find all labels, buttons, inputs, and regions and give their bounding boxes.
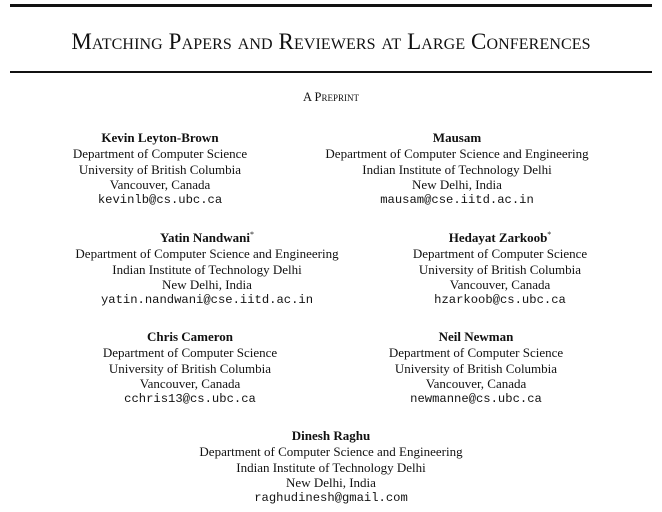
title-bottom-rule [10, 71, 652, 73]
author-department: Department of Computer Science and Engineering [75, 245, 339, 261]
author-email: yatin.nandwani@cse.iitd.ac.in [100, 293, 314, 308]
author-block [50, 329, 330, 408]
author-email: newmanne@cs.ubc.ca [410, 392, 542, 407]
author-institution: University of British Columbia [418, 261, 582, 277]
paper-title: Matching Papers and Reviewers at Large Conferences [71, 29, 591, 54]
author-department: Department of Computer Science and Engineering [325, 145, 589, 161]
author-department: Department of Computer Science [102, 344, 278, 360]
author-institution: Indian Institute of Technology Delhi [236, 459, 426, 475]
title-top-rule [10, 4, 652, 7]
author-email: mausam@cse.iitd.ac.in [380, 193, 534, 208]
author-name: Mausam [432, 130, 482, 145]
author-name: Dinesh Raghu [291, 428, 371, 443]
author-institution: Indian Institute of Technology Delhi [362, 161, 552, 177]
author-institution: University of British Columbia [108, 360, 272, 376]
author-department: Department of Computer Science [72, 145, 248, 161]
author-block [336, 329, 616, 408]
author-location: Vancouver, Canada [425, 376, 527, 392]
author-location: New Delhi, India [412, 177, 502, 193]
author-block [181, 428, 481, 507]
preprint-label: A Preprint [303, 90, 359, 104]
author-block [307, 130, 607, 209]
author-name: Neil Newman [438, 329, 514, 344]
author-location: New Delhi, India [286, 475, 376, 491]
author-department: Department of Computer Science [388, 344, 564, 360]
author-name: Chris Cameron [146, 329, 234, 344]
author-department: Department of Computer Science [412, 245, 588, 261]
author-institution: University of British Columbia [394, 360, 558, 376]
author-block [52, 230, 362, 309]
author-department: Department of Computer Science and Engineering [199, 443, 463, 459]
author-email: cchris13@cs.ubc.ca [124, 392, 256, 407]
author-location: Vancouver, Canada [109, 177, 211, 193]
author-location: Vancouver, Canada [449, 277, 551, 293]
author-institution: University of British Columbia [78, 161, 242, 177]
author-name: Yatin Nandwani* [160, 230, 254, 245]
author-block [20, 130, 300, 209]
author-email: raghudinesh@gmail.com [254, 491, 408, 506]
author-email: kevinlb@cs.ubc.ca [97, 193, 223, 208]
author-email: hzarkoob@cs.ubc.ca [434, 293, 566, 308]
author-name: Hedayat Zarkoob* [448, 230, 552, 245]
author-location: New Delhi, India [162, 277, 252, 293]
author-location: Vancouver, Canada [139, 376, 241, 392]
author-block [360, 230, 640, 309]
author-institution: Indian Institute of Technology Delhi [112, 261, 302, 277]
author-name: Kevin Leyton-Brown [101, 130, 219, 145]
equal-contribution-mark: * [547, 230, 552, 239]
equal-contribution-mark: * [249, 230, 254, 239]
